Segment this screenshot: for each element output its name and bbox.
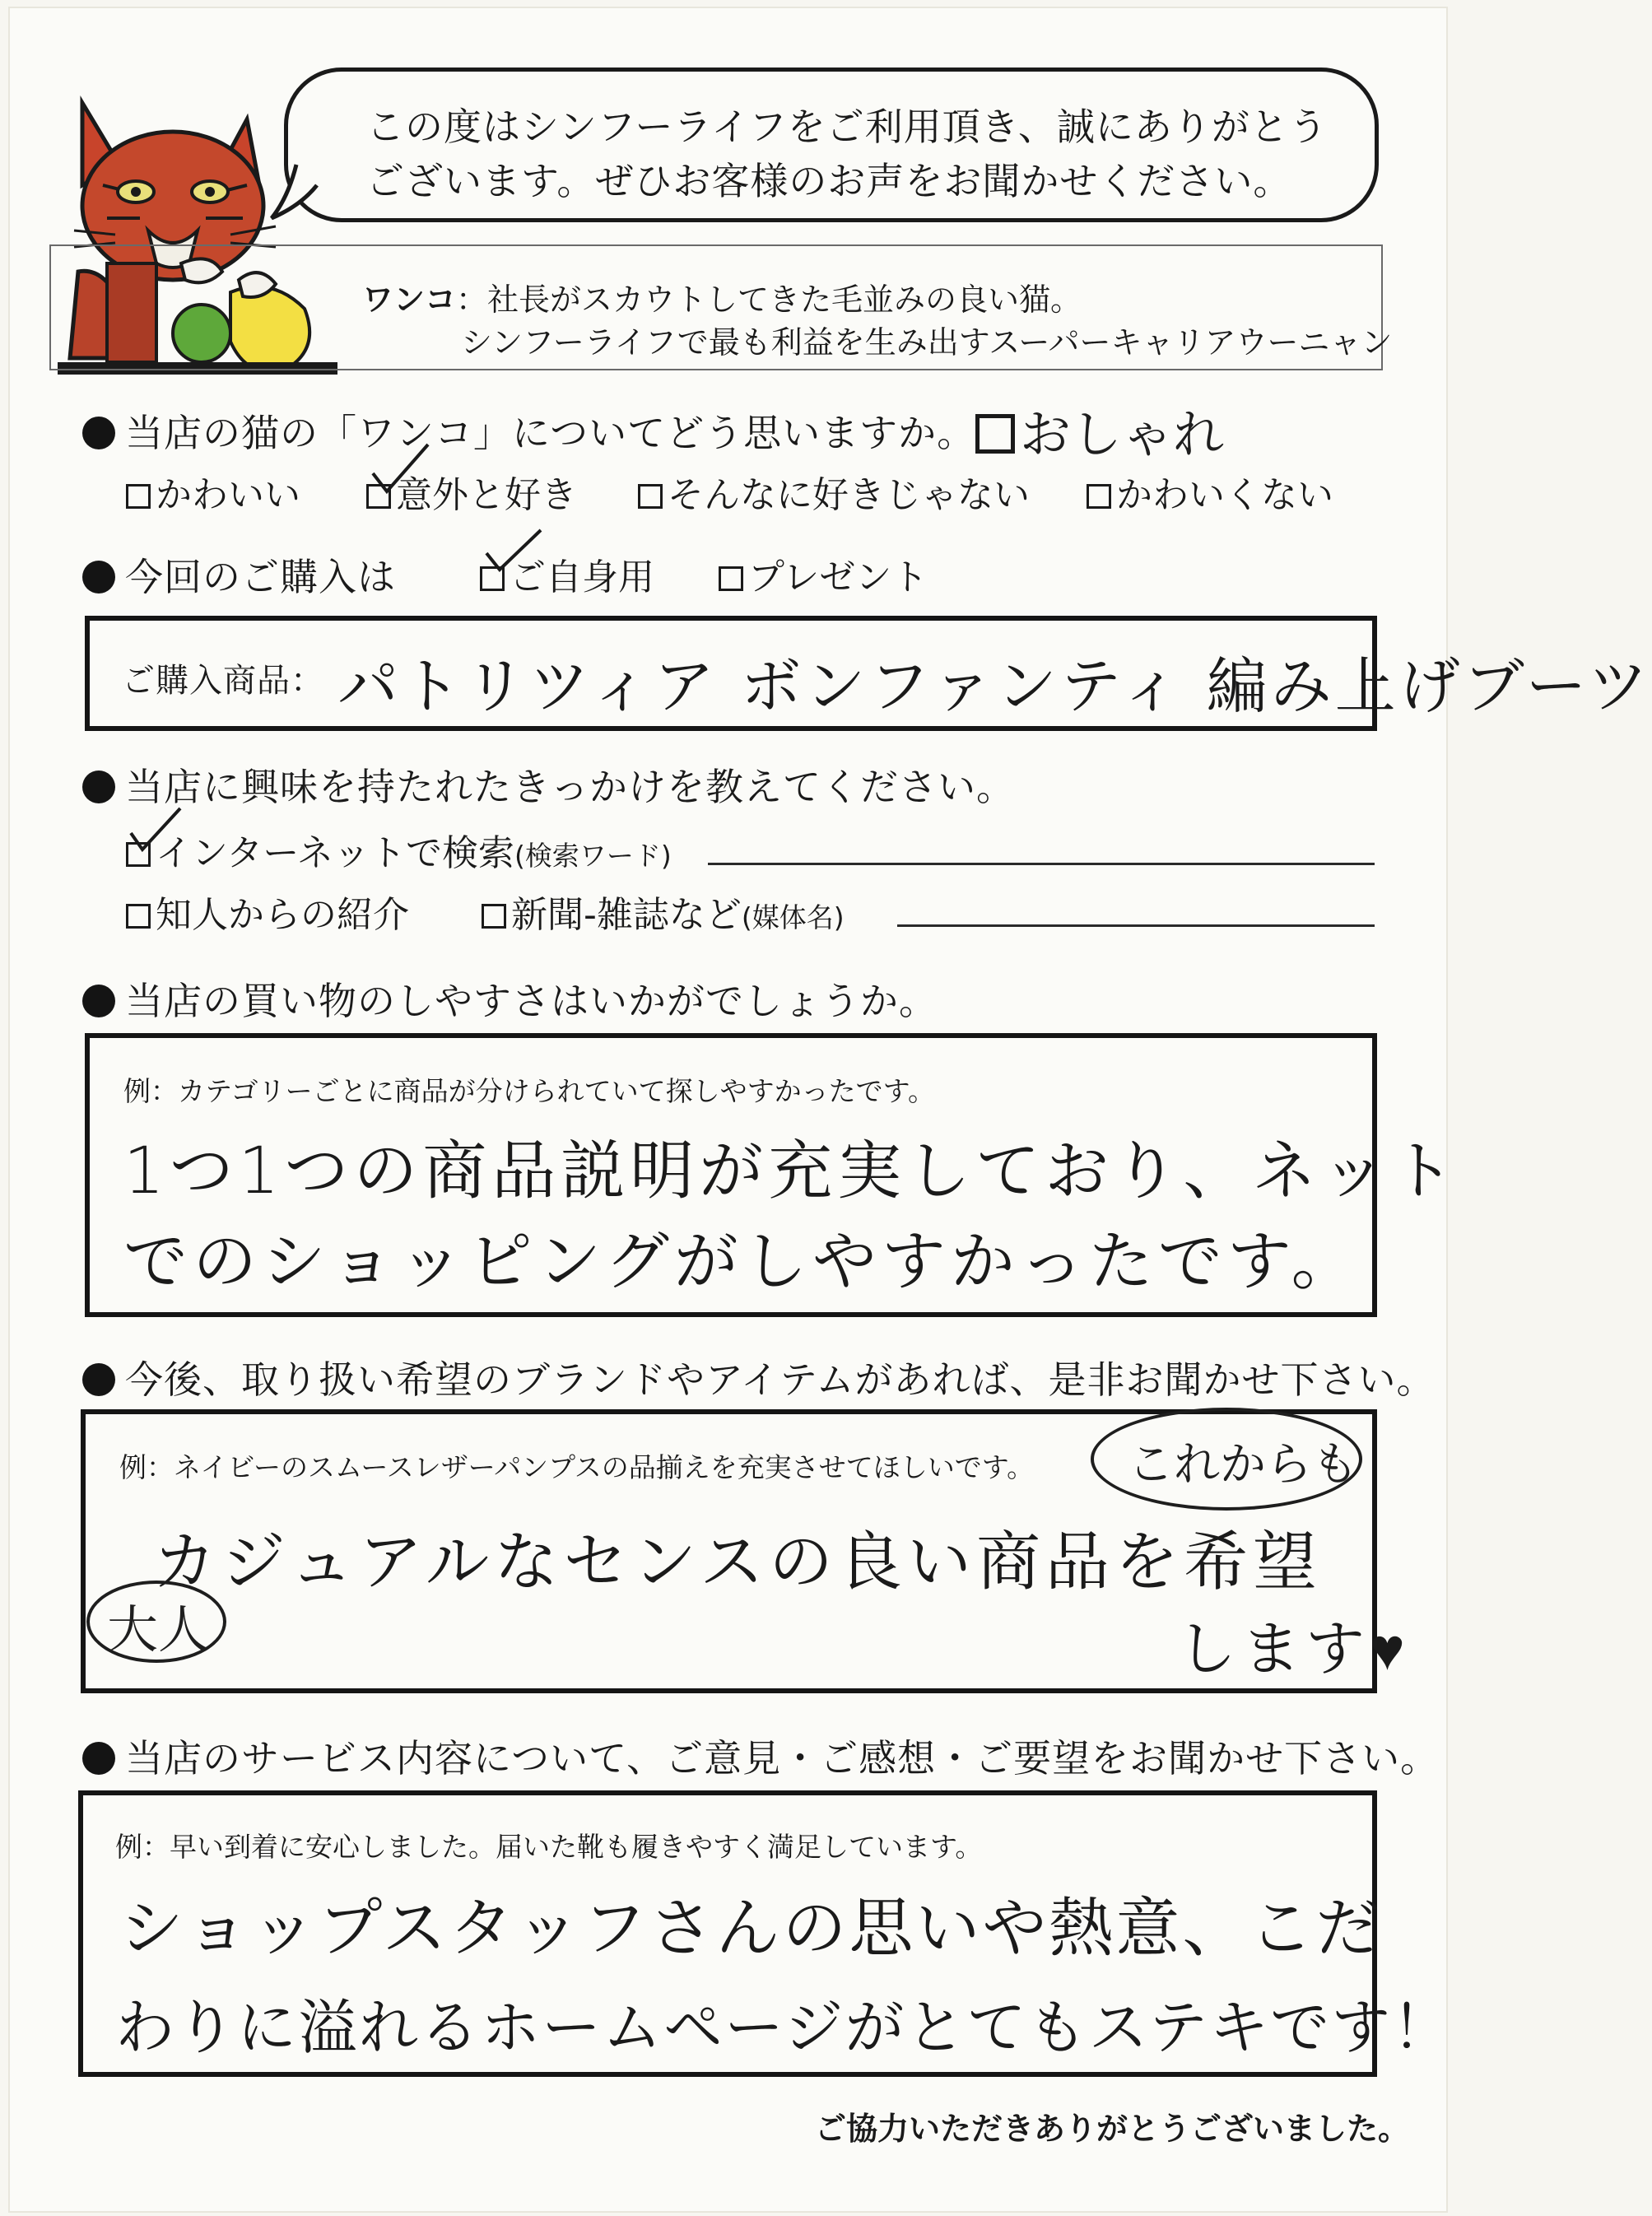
q3-option-internet-label: インターネットで検索 xyxy=(156,832,515,874)
checkbox[interactable] xyxy=(482,904,506,929)
q5-label: 今後、取り扱い希望のブランドやアイテムがあれば、是非お聞かせ下さい。 xyxy=(125,1357,1436,1402)
search-word-input[interactable] xyxy=(708,863,1375,865)
q3-option-media-sub: (媒体名) xyxy=(741,901,845,933)
q3-label: 当店に興味を持たれたきっかけを教えてください。 xyxy=(125,765,1015,809)
checkbox[interactable] xyxy=(719,566,743,591)
q3-option-internet[interactable] xyxy=(126,823,672,876)
q5-answer-line-1: カジュアルなセンスの良い商品を希望 xyxy=(152,1525,1322,1599)
q5-answer-line-2: します♥ xyxy=(1177,1614,1410,1683)
q1-option-3[interactable] xyxy=(638,465,1030,518)
q6-example: 例：早い到着に安心しました。届いた靴も履きやすく満足しています。 xyxy=(115,1831,983,1863)
q4-example: 例：カテゴリーごとに商品が分けられていて探しやすかったです。 xyxy=(123,1075,936,1107)
intro-line-2: ございます。ぜひお客様のお声をお聞かせください。 xyxy=(366,159,1292,203)
q3-option-media[interactable] xyxy=(482,885,845,938)
q1-extra-checkbox[interactable] xyxy=(975,414,1015,454)
q1-extra-label: おしゃれ xyxy=(1020,404,1225,464)
mascot-desc-1: ：社長がスカウトしてきた毛並みの良い猫。 xyxy=(456,282,1082,318)
speech-bubble-tail xyxy=(272,165,321,222)
check-mark-icon xyxy=(126,805,184,854)
closing-thanks: ご協力いただきありがとうございました。 xyxy=(815,2111,1410,2147)
q3-option-internet-sub: (検索ワード) xyxy=(514,840,672,872)
q4-answer-line-1: 1つ1つの商品説明が充実しており、ネット xyxy=(123,1134,1460,1208)
mascot-name: ワンコ xyxy=(362,282,457,318)
bullet-icon xyxy=(82,561,115,594)
q1-option-1[interactable] xyxy=(126,465,300,518)
bullet-icon xyxy=(82,1363,115,1396)
q2-option-2[interactable] xyxy=(719,547,928,600)
q3-option-media-label: 新聞-雑誌など xyxy=(511,894,742,936)
purchase-value[interactable]: パトリツィア ボンファンティ 編み上げブーツ xyxy=(337,651,1652,722)
q1-option-4[interactable] xyxy=(1087,465,1333,518)
checkbox[interactable] xyxy=(638,484,663,509)
q6-label: 当店のサービス内容について、ご意見・ご感想・ご要望をお聞かせ下さい。 xyxy=(125,1736,1440,1781)
mascot-description-line-2: シンフーライフで最も利益を生み出すスーパーキャリアウーニャン xyxy=(461,324,1393,361)
bullet-icon xyxy=(82,770,115,803)
q5-heading xyxy=(82,1350,1436,1404)
check-mark-icon xyxy=(482,527,547,576)
q4-label: 当店の買い物のしやすさはいかがでしょうか。 xyxy=(125,979,938,1023)
q3-option-friend-label: 知人からの紹介 xyxy=(156,894,409,936)
q2-heading xyxy=(82,547,396,602)
q6-heading xyxy=(82,1729,1439,1783)
checkbox[interactable] xyxy=(126,484,151,509)
q1-option-2-label: 意外と好き xyxy=(396,474,577,516)
q3-heading xyxy=(82,757,1015,812)
intro-line-1: この度はシンフーライフをご利用頂き、誠にありがとう xyxy=(366,105,1328,149)
media-name-input[interactable] xyxy=(897,924,1375,927)
q1-option-4-label: かわいくない xyxy=(1116,474,1333,516)
q2-option-2-label: プレゼント xyxy=(748,556,928,598)
q5-example: 例：ネイビーのスムースレザーパンプスの品揃えを充実させてほしいです。 xyxy=(119,1451,1035,1483)
check-mark-icon xyxy=(366,440,432,498)
intro-speech-bubble xyxy=(284,68,1379,222)
note-circle-text: 大人 xyxy=(107,1599,210,1660)
q3-option-friend[interactable] xyxy=(126,885,409,938)
mascot-description-line-1 xyxy=(362,274,1082,319)
q1-option-3-label: そんなに好きじゃない xyxy=(668,474,1030,516)
bullet-icon xyxy=(82,985,115,1017)
q4-heading xyxy=(82,971,938,1026)
q1-option-1-label: かわいい xyxy=(156,474,300,516)
purchase-label: ご購入商品： xyxy=(122,662,324,700)
q1-label: 当店の猫の「ワンコ」についてどう思いますか。 xyxy=(125,411,976,455)
q1-extra-answer xyxy=(975,393,1224,467)
bullet-icon xyxy=(82,1742,115,1775)
q6-answer-line-1: ショップスタッフさんの思いや熱意、こだ xyxy=(119,1892,1383,1966)
note-bubble-text: これからも xyxy=(1128,1438,1358,1492)
q4-answer-line-2: でのショッピングがしやすかったです。 xyxy=(123,1225,1361,1299)
checkbox[interactable] xyxy=(1087,484,1111,509)
q6-answer-line-2: わりに溢れるホームページがとてもステキです！ xyxy=(115,1993,1454,2062)
checkbox[interactable] xyxy=(126,904,151,929)
q1-heading xyxy=(82,403,975,458)
q2-label: 今回のご購入は xyxy=(125,555,396,599)
bullet-icon xyxy=(82,417,115,449)
q2-option-1-label: ご自身用 xyxy=(510,556,654,598)
